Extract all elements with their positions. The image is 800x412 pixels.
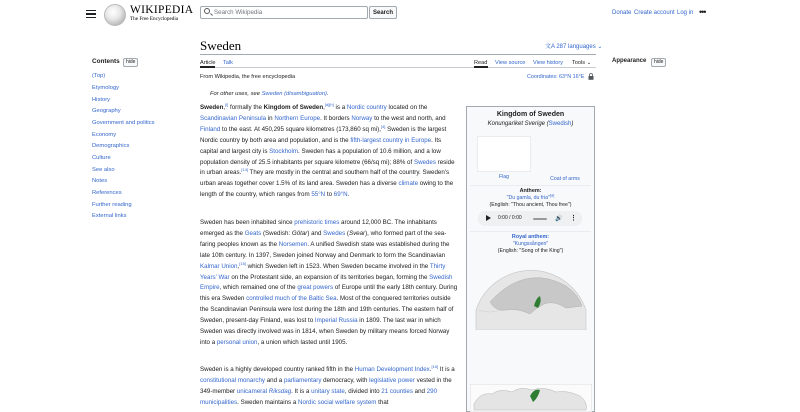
swedish-language-link[interactable]: Swedish	[548, 121, 572, 127]
chevron-down-icon: ⌄	[597, 44, 603, 50]
flag-image[interactable]	[477, 136, 531, 172]
lead-paragraph-1: Sweden,[i] formally the Kingdom of Sweden,[d][h] is a Nordic country located on the Scandinavian Peninsula in Northern Europe. It borders Norway to the west and north, and Finland to the east. At 450,295 square kilometres (173,860 sq mi),[4] Sweden is the largest Nordic country by both area and population, and is the fifth-largest country in Europe. Its capital and largest city is Stockholm. Sweden has a population of 10.6 million, and a low population density of 25.5 inhabitants per square kilometre (66/sq mi); 88% of Swedes reside in urban areas.[14] They are mostly in the central and southern half of the country. Sweden's urban areas together cover 1.5% of its land area. Sweden has a diverse climate owing to the length of the country, which ranges from 55°N to 69°N.	[200, 101, 455, 199]
log-in-link[interactable]: Log in	[677, 10, 694, 16]
toc-item-government[interactable]: Government and politics	[92, 120, 155, 126]
tools-menu[interactable]: Tools ⌄	[572, 60, 592, 66]
chevron-down-icon: ⌄	[586, 60, 592, 66]
coat-of-arms-caption[interactable]: Coat of arms	[550, 176, 580, 182]
toc-item-geography[interactable]: Geography	[92, 108, 121, 114]
tab-view-history[interactable]: View history	[533, 60, 564, 66]
search-button[interactable]: Search	[369, 6, 397, 19]
toc-item-external-links[interactable]: External links	[92, 213, 127, 219]
disambiguation-link[interactable]: Sweden (disambiguation)	[261, 91, 327, 97]
toc-item-notes[interactable]: Notes	[92, 178, 108, 184]
toc-item-culture[interactable]: Culture	[92, 155, 111, 161]
toc-item-demographics[interactable]: Demographics	[92, 143, 130, 149]
toc-hide-button[interactable]: hide	[123, 58, 138, 67]
infobox-title: Kingdom of Sweden	[496, 111, 565, 118]
language-count: 287 languages	[556, 44, 596, 50]
tab-talk[interactable]: Talk	[223, 60, 233, 66]
hatnote: For other uses, see Sweden (disambiguation).	[210, 91, 329, 97]
tab-read-indicator	[474, 66, 488, 68]
europe-location-map[interactable]	[470, 384, 592, 412]
tabs-divider	[200, 67, 596, 68]
lead-paragraph-3: Sweden is a highly developed country ranked fifth in the Human Development Index.[16] It is a constitutional monarchy and a parliamentary democracy, with legislative power vested in the 349-member unicameral Riksdag. It is a unitary state, divided into 21 counties and 290 municipalities. Sweden maintains a Nordic social welfare system that	[200, 363, 455, 406]
toc-item-top[interactable]: (Top)	[92, 73, 106, 79]
royal-anthem-english: (English: "Song of the King")	[497, 248, 564, 254]
flag-caption[interactable]: Flag	[498, 174, 510, 180]
coordinates-link[interactable]: Coordinates: 63°N 16°E	[527, 74, 585, 80]
wikipedia-globe-logo[interactable]	[104, 4, 126, 26]
tab-article-indicator	[200, 66, 215, 68]
coat-of-arms-image[interactable]	[541, 134, 587, 174]
toc-item-see-also[interactable]: See also	[92, 167, 115, 173]
translate-icon: 文A	[545, 44, 555, 50]
infobox-divider	[470, 231, 591, 232]
appearance-title: Appearance	[612, 58, 647, 64]
royal-anthem-name	[466, 241, 595, 247]
toc-item-economy[interactable]: Economy	[92, 132, 117, 138]
anthem-label: Anthem:	[519, 188, 542, 194]
toc-item-further-reading[interactable]: Further reading	[92, 202, 132, 208]
volume-icon[interactable]: 🔊	[555, 216, 563, 222]
search-icon	[204, 8, 210, 14]
lock-icon[interactable]	[588, 73, 594, 80]
tab-view-source[interactable]: View source	[495, 60, 526, 66]
audio-player	[478, 211, 582, 226]
search-input[interactable]	[214, 7, 364, 17]
player-menu-icon[interactable]: ⋮	[570, 215, 577, 222]
anthem-link[interactable]: "Du gamla, du fria"	[506, 195, 550, 201]
main-menu-button[interactable]	[86, 8, 96, 18]
globe-location-map[interactable]	[470, 258, 592, 330]
player-progress-bar[interactable]	[533, 218, 547, 220]
tagline-from: From Wikipedia, the free encyclopedia	[200, 74, 296, 80]
tab-article[interactable]: Article	[200, 60, 216, 66]
page-title: Sweden	[200, 38, 242, 53]
toc-item-etymology[interactable]: Etymology	[92, 85, 120, 91]
donate-link[interactable]: Donate	[612, 10, 632, 16]
royal-anthem-label[interactable]: Royal anthem:	[511, 234, 550, 240]
appearance-hide-button[interactable]: hide	[651, 58, 666, 67]
tagline: The Free Encyclopedia	[130, 16, 179, 22]
toc-item-history[interactable]: History	[92, 97, 111, 103]
more-options-icon[interactable]: •••	[699, 7, 706, 17]
infobox-divider	[470, 185, 591, 186]
title-divider	[200, 54, 596, 55]
create-account-link[interactable]: Create account	[634, 10, 675, 16]
toc-title: Contents	[92, 58, 120, 65]
infobox-native-name: Konungariket Sverige (Swedish)	[487, 121, 574, 127]
toc-item-references[interactable]: References	[92, 190, 122, 196]
anthem-english: (English: "Thou ancient, Thou free")	[489, 202, 572, 208]
tab-read[interactable]: Read	[474, 60, 488, 66]
player-time: 0:00 / 0:00	[498, 215, 522, 221]
wordmark[interactable]: WIKIPEDIA	[130, 4, 194, 16]
anthem-name: "Du gamla, du fria"[a]	[506, 192, 555, 201]
royal-anthem-link[interactable]: "Kungssången"	[512, 241, 549, 247]
lead-paragraph-2: Sweden has been inhabited since prehistoric times around 12,000 BC. The inhabitants emerged as the Geats (Swedish: Götar) and Swedes (Svear), who formed part of the sea-faring peoples known as the Norsemen. A unified Swedish state was established during the late 10th century. In 1397, Sweden joined Norway and Denmark to form the Scandinavian Kalmar Union,[15] which Sweden left in 1523. When Sweden became involved in the Thirty Years' War on the Protestant side, an expansion of its territories began, forming the Swedish Empire, which remained one of the great powers of Europe until the early 18th century. During this era Sweden controlled much of the Baltic Sea. Most of the conquered territories outside the Scandinavian Peninsula were lost during the 18th and 19th centuries. The eastern half of Sweden, present-day Finland, was lost to Imperial Russia in 1809. The last war in which Sweden was directly involved was in 1814, when Sweden by military means forced Norway into a personal union, a union which lasted until 1905.	[200, 219, 458, 346]
play-icon[interactable]	[486, 215, 491, 221]
language-button[interactable]	[545, 41, 602, 50]
